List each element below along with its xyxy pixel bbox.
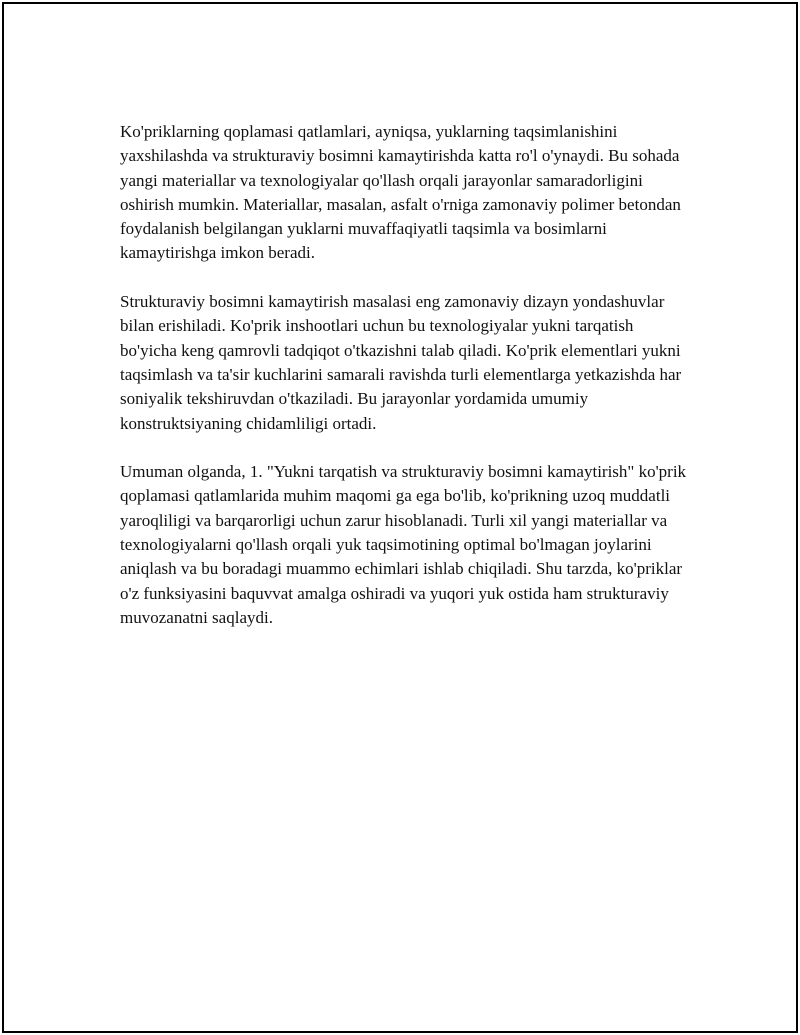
paragraph-3: Umuman olganda, 1. "Yukni tarqatish va strukturaviy bosimni kamaytirish" ko'prik qoplamasi qatlamlarida muhim maqomi ga ega bo'lib, ko'prikning uzoq muddatli yaroqliligi va barqarorligi uchun zarur hisoblanadi. Turli xil yangi materiallar va texnologiyalarni qo'llash orqali yuk taqsimotining optimal bo'lmagan joylarini aniqlash va bu boradagi muammo echimlari ishlab chiqiladi. Shu tarzda, ko'priklar o'z funksiyasini baquvvat amalga oshiradi va yuqori yuk ostida ham strukturaviy muvozanatni saqlaydi. (120, 462, 687, 627)
page-frame (2, 2, 798, 1033)
document-body (120, 120, 688, 655)
paragraph-1: Ko'priklarning qoplamasi qatlamlari, ayniqsa, yuklarning taqsimlanishini yaxshilashda va strukturaviy bosimni kamaytirishda katta ro'l o'ynaydi. Bu sohada yangi materiallar va texnologiyalar qo'llash orqali jarayonlar samaradorligini oshirish mumkin. Materiallar, masalan, asfalt o'rniga zamonaviy polimer betondan foydalanish belgilangan yuklarni muvaffaqiyatli taqsimla va bosimlarni kamaytirishga imkon beradi. (120, 122, 681, 263)
paragraph-2: Strukturaviy bosimni kamaytirish masalasi eng zamonaviy dizayn yondashuvlar bilan erishiladi. Ko'prik inshootlari uchun bu texnologiyalar yukni tarqatish bo'yicha keng qamrovli tadqiqot o'tkazishni talab qiladi. Ko'prik elementlari yukni taqsimlash va ta'sir kuchlarini samarali ravishda turli elementlarga yetkazishda har soniyalik tekshiruvdan o'tkaziladi. Bu jarayonlar yordamida umumiy konstruktsiyaning chidamliligi ortadi. (120, 292, 682, 433)
